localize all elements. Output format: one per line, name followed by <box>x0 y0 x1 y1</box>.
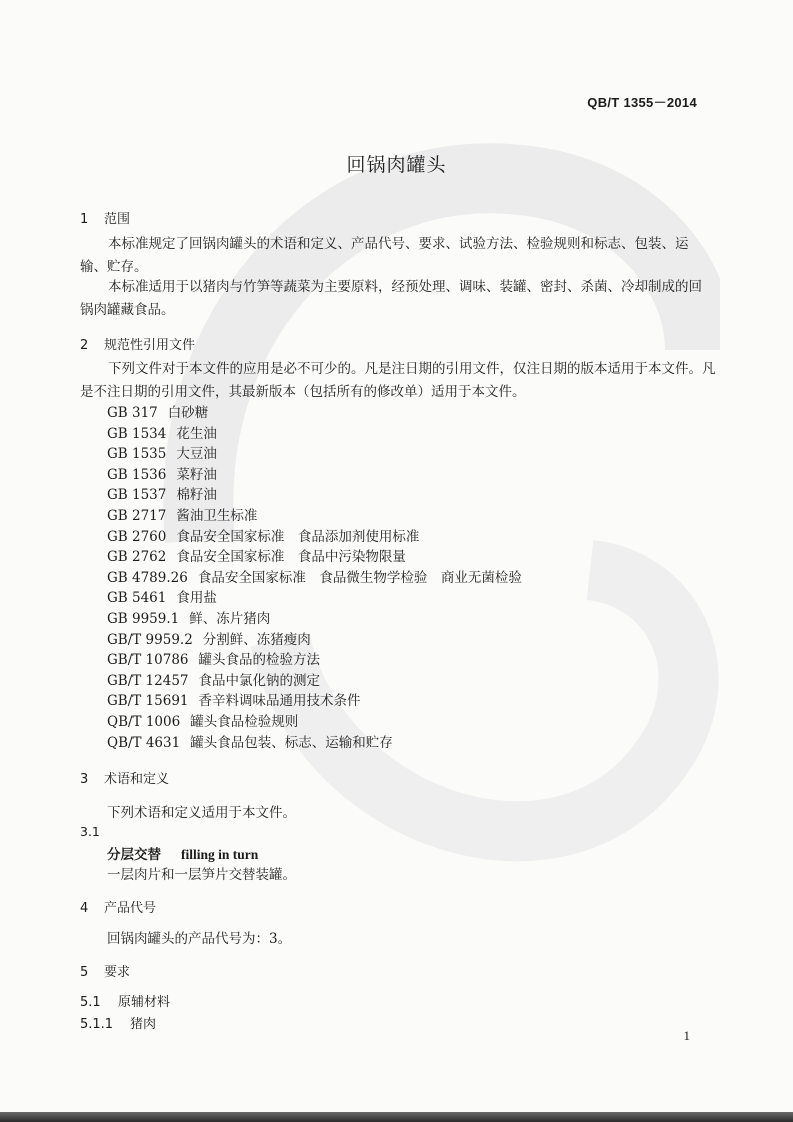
term-definition: 一层肉片和一层笋片交替装罐。 <box>107 867 296 883</box>
section-title: 范围 <box>104 212 131 227</box>
reference-name: 花生油 <box>176 425 217 442</box>
reference-code: GB/T 15691 <box>107 693 189 710</box>
section-number: 4 <box>80 901 89 916</box>
section-title: 猪肉 <box>130 1017 157 1032</box>
reference-item <box>107 547 522 568</box>
reference-name: 罐头食品包装、标志、运输和贮存 <box>190 734 393 751</box>
section-number: 5.1.1 <box>80 1017 114 1032</box>
product-code-text: 回锅肉罐头的产品代号为：3。 <box>107 931 292 947</box>
section-2-heading <box>80 334 195 353</box>
section-number: 3 <box>80 772 89 787</box>
reference-item <box>107 691 522 712</box>
reference-name: 食品中氯化钠的测定 <box>198 672 320 689</box>
reference-name: 食品安全国家标准 食品微生物学检验 商业无菌检验 <box>197 569 522 586</box>
section-title: 产品代号 <box>104 901 157 916</box>
section-3-heading <box>80 768 169 787</box>
reference-code: GB 1534 <box>107 425 167 442</box>
term-number: 3.1 <box>80 824 100 839</box>
page-number: 1 <box>683 1028 690 1043</box>
reference-item <box>107 630 522 651</box>
reference-code: GB 9959.1 <box>107 610 180 627</box>
scope-paragraph-1: 本标准规定了回锅肉罐头的术语和定义、产品代号、要求、试验方法、检验规则和标志、包装、运输、贮存。 <box>80 236 689 275</box>
reference-code: GB 2760 <box>107 528 167 545</box>
reference-item <box>107 527 522 548</box>
reference-code: GB/T 12457 <box>107 672 189 689</box>
section-5-heading <box>80 961 130 980</box>
reference-item <box>107 424 522 445</box>
term-heading <box>107 843 258 863</box>
section-4-heading <box>80 897 156 916</box>
reference-name: 食品安全国家标准 食品添加剂使用标准 <box>176 528 420 545</box>
reference-name: 酱油卫生标准 <box>176 507 258 524</box>
reference-code: GB 2717 <box>107 507 167 524</box>
reference-item <box>107 733 522 754</box>
section-number: 2 <box>80 338 89 353</box>
reference-list <box>107 403 522 753</box>
reference-item <box>107 403 522 424</box>
reference-item <box>107 465 522 486</box>
reference-item <box>107 671 522 692</box>
reference-code: GB 1535 <box>107 446 167 463</box>
reference-name: 食品安全国家标准 食品中污染物限量 <box>176 549 406 566</box>
reference-code: GB 1537 <box>107 487 167 504</box>
reference-name: 棉籽油 <box>176 487 217 504</box>
reference-code: GB 1536 <box>107 466 167 483</box>
section-5-1-1-heading <box>80 1013 156 1032</box>
reference-code: GB 5461 <box>107 590 167 607</box>
reference-item <box>107 712 522 733</box>
scan-edge <box>0 1112 793 1122</box>
reference-code: GB 317 <box>107 405 158 421</box>
document-title: 回锅肉罐头 <box>346 154 447 176</box>
term-english: filling in turn <box>181 847 259 862</box>
reference-name: 分割鲜、冻猪瘦肉 <box>202 631 311 648</box>
reference-item <box>107 568 522 589</box>
scope-paragraph-2: 本标准适用于以猪肉与竹笋等蔬菜为主要原料，经预处理、调味、装罐、密封、杀菌、冷却制成的回锅肉罐藏食品。 <box>80 279 702 318</box>
reference-item <box>107 444 522 465</box>
reference-name: 大豆油 <box>176 446 217 463</box>
reference-item <box>107 485 522 506</box>
reference-item <box>107 609 522 630</box>
references-intro: 下列文件对于本文件的应用是必不可少的。凡是注日期的引用文件，仅注日期的版本适用于本文件。凡是不注日期的引用文件，其最新版本（包括所有的修改单）适用于本文件。 <box>80 361 716 400</box>
section-title: 规范性引用文件 <box>104 338 196 353</box>
terms-intro: 下列术语和定义适用于本文件。 <box>107 805 296 821</box>
section-number: 5 <box>80 965 89 980</box>
reference-name: 罐头食品的检验方法 <box>198 652 320 669</box>
term-chinese: 分层交替 <box>107 847 161 863</box>
reference-name: 罐头食品检验规则 <box>190 713 299 730</box>
reference-code: GB 4789.26 <box>107 569 188 586</box>
section-1-heading <box>80 208 130 227</box>
reference-code: QB/T 4631 <box>107 734 181 751</box>
reference-item <box>107 588 522 609</box>
reference-code: GB/T 10786 <box>107 652 189 669</box>
reference-name: 食用盐 <box>176 590 217 607</box>
reference-code: GB/T 9959.2 <box>107 631 193 648</box>
reference-item <box>107 650 522 671</box>
section-title: 原辅材料 <box>118 995 171 1010</box>
section-number: 1 <box>80 212 89 227</box>
reference-item <box>107 506 522 527</box>
reference-name: 鲜、冻片猪肉 <box>189 610 271 627</box>
reference-name: 香辛料调味品通用技术条件 <box>198 693 361 710</box>
reference-name: 白砂糖 <box>167 405 209 421</box>
reference-name: 菜籽油 <box>176 466 217 483</box>
section-title: 要求 <box>104 965 131 980</box>
reference-code: QB/T 1006 <box>107 713 181 730</box>
section-title: 术语和定义 <box>104 772 170 787</box>
standard-code: QB/T 1355－2014 <box>587 95 697 110</box>
reference-code: GB 2762 <box>107 549 167 566</box>
section-5-1-heading <box>80 991 170 1010</box>
section-number: 5.1 <box>80 995 101 1010</box>
